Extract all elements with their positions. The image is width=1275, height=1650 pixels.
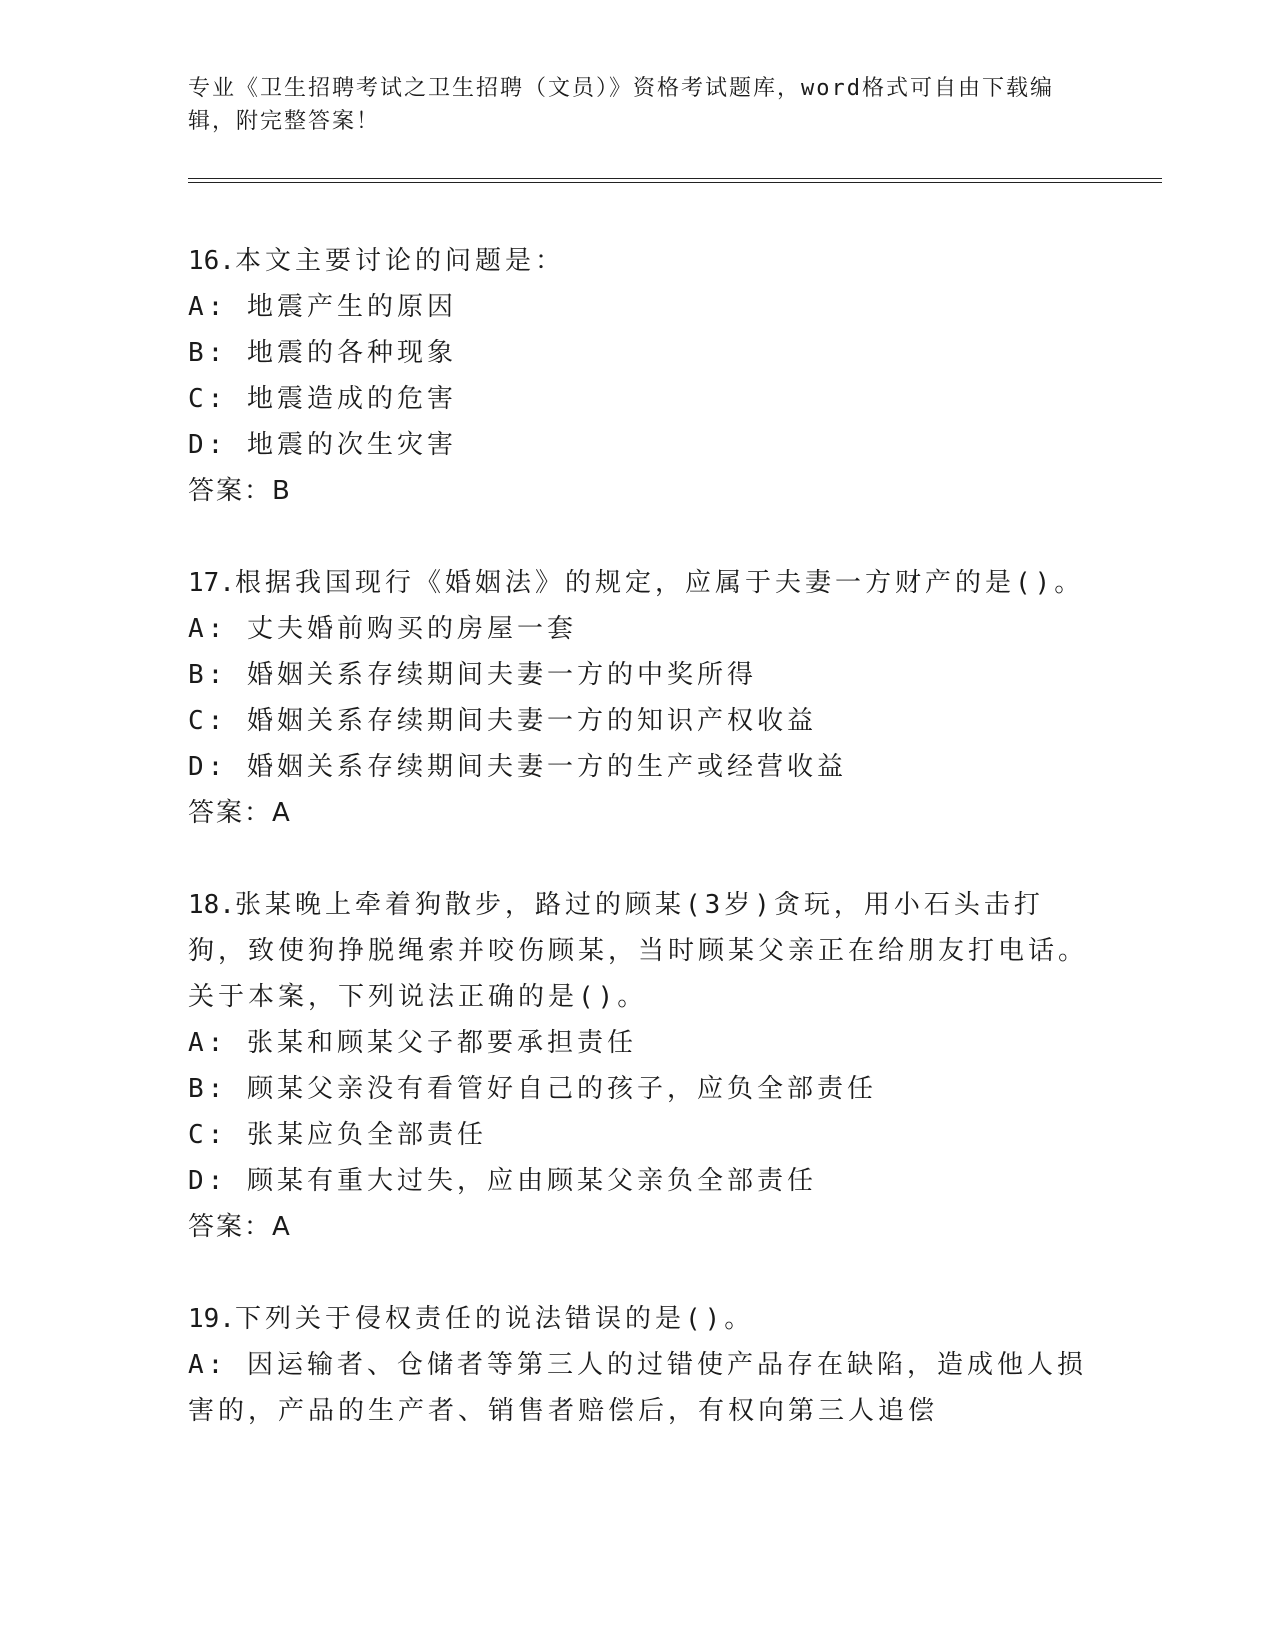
option-c: C: 婚姻关系存续期间夫妻一方的知识产权收益 — [188, 706, 817, 736]
option-b: B: 顾某父亲没有看管好自己的孩子，应负全部责任 — [188, 1074, 877, 1104]
question-17 — [188, 560, 1088, 836]
question-stem: 17.根据我国现行《婚姻法》的规定，应属于夫妻一方财产的是()。 — [188, 568, 1085, 598]
header-divider-bottom — [188, 182, 1162, 183]
option-c: C: 张某应负全部责任 — [188, 1120, 487, 1150]
question-16 — [188, 238, 1088, 514]
option-d: D: 顾某有重大过失，应由顾某父亲负全部责任 — [188, 1166, 817, 1196]
option-b: B: 地震的各种现象 — [188, 338, 457, 368]
document-header: 专业《卫生招聘考试之卫生招聘（文员）》资格考试题库，word格式可自由下载编辑，附完整答案！ — [188, 76, 1054, 134]
question-stem: 19.下列关于侵权责任的说法错误的是()。 — [188, 1304, 755, 1334]
question-number: 17. — [188, 568, 235, 598]
option-a: A: 因运输者、仓储者等第三人的过错使产品存在缺陷，造成他人损害的，产品的生产者、销售者赔偿后，有权向第三人追偿 — [188, 1350, 1087, 1426]
option-c: C: 地震造成的危害 — [188, 384, 457, 414]
question-18 — [188, 882, 1088, 1250]
question-number: 16. — [188, 246, 235, 276]
question-number: 19. — [188, 1304, 235, 1334]
question-list — [188, 238, 1088, 1480]
answer: 答案：A — [188, 1212, 292, 1242]
question-stem: 18.张某晚上牵着狗散步，路过的顾某(3岁)贪玩，用小石头击打狗，致使狗挣脱绳索并咬伤顾某，当时顾某父亲正在给朋友打电话。关于本案，下列说法正确的是()。 — [188, 890, 1089, 1012]
option-a: A: 丈夫婚前购买的房屋一套 — [188, 614, 577, 644]
question-stem: 16.本文主要讨论的问题是： — [188, 246, 565, 276]
option-d: D: 婚姻关系存续期间夫妻一方的生产或经营收益 — [188, 752, 847, 782]
answer: 答案：A — [188, 798, 292, 828]
question-number: 18. — [188, 890, 235, 920]
option-b: B: 婚姻关系存续期间夫妻一方的中奖所得 — [188, 660, 757, 690]
option-a: A: 张某和顾某父子都要承担责任 — [188, 1028, 637, 1058]
answer: 答案：B — [188, 476, 292, 506]
option-d: D: 地震的次生灾害 — [188, 430, 457, 460]
option-a: A: 地震产生的原因 — [188, 292, 457, 322]
question-19 — [188, 1296, 1088, 1434]
header-divider-top — [188, 178, 1162, 179]
